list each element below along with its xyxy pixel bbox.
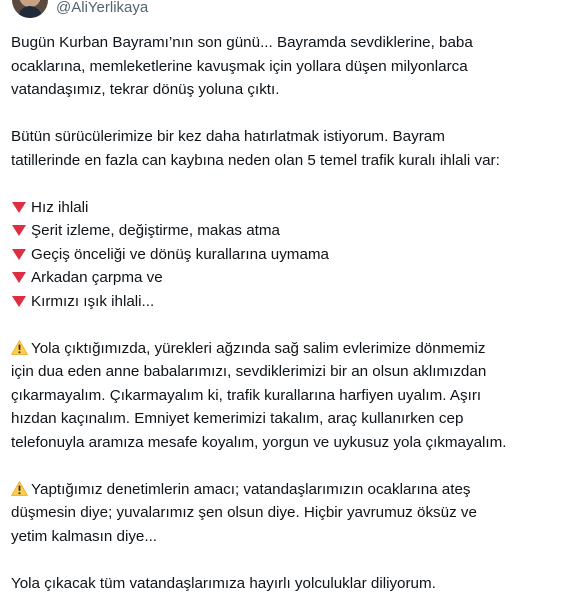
text-line: Bugün Kurban Bayramı’nın son günü... Bayramda sevdiklerine, baba [11,34,473,51]
text-line: ocaklarına, memleketlerine kavuşmak için yollara düşen milyonlarca [11,57,468,75]
tweet-header [0,0,587,20]
red-triangle-down-icon [12,272,26,283]
rule-text: Kırmızı ışık ihlali... [31,292,155,310]
avatar[interactable] [12,0,48,18]
author-handle[interactable]: @AliYerlikaya [56,0,149,16]
warning-paragraph-1 [11,337,581,455]
text-line: çıkarmayalım. Çıkarmayalım ki, trafik kurallarına harfiyen uyalım. Aşırı [11,386,482,404]
list-item [11,243,581,267]
list-item [11,196,581,220]
text-line: yetim kalmasın diye... [11,527,158,545]
warning-text: Yola çıktığımızda, yürekleri ağzında sağ salim evlerimize dönmemiz [31,339,486,357]
reminder-paragraph [11,125,581,172]
rule-text: Şerit izleme, değiştirme, makas atma [31,222,280,239]
rule-text: Arkadan çarpma ve [31,269,163,286]
closing-paragraph [11,572,581,596]
text-line: telefonuyla aramıza mesafe koyalım, yorgun ve uykusuz yola çıkmayalım. [11,433,507,451]
text-line: için dua eden anne babalarımızı, sevdiklerimizi bir an olsun aklımızdan [11,363,487,380]
text-line: Bütün sürücülerimize bir kez daha hatırlatmak istiyorum. Bayram [11,128,445,145]
rules-list [11,196,581,314]
red-triangle-down-icon [12,249,26,260]
tweet-text [11,31,581,595]
text-line [11,478,581,502]
list-item [11,290,581,314]
intro-paragraph [11,31,581,102]
red-triangle-down-icon [12,296,26,307]
text-line: tatillerinde en fazla can kaybına neden olan 5 temel trafik kuralı ihlali var: [11,151,500,169]
rule-text: Hız ihlali [31,198,89,216]
red-triangle-down-icon [12,225,26,236]
list-item [11,219,581,243]
rule-text: Geçiş önceliği ve dönüş kurallarına uymama [31,245,329,263]
text-line: düşmesin diye; yuvalarımız şen olsun diye. Hiçbir yavrumuz öksüz ve [11,504,477,521]
warning-paragraph-2 [11,478,581,549]
warning-icon [11,340,28,355]
warning-icon [11,481,28,496]
red-triangle-down-icon [12,202,26,213]
list-item [11,266,581,290]
text-line: vatandaşımız, tekrar dönüş yoluna çıktı. [11,81,280,98]
text-line: Yola çıkacak tüm vatandaşlarımıza hayırlı yolculuklar diliyorum. [11,574,436,592]
warning-text: Yaptığımız denetimlerin amacı; vatandaşlarımızın ocaklarına ateş [31,480,471,498]
text-line: hızdan kaçınalım. Emniyet kemerimizi takalım, araç kullanırken cep [11,410,464,427]
text-line [11,337,581,361]
